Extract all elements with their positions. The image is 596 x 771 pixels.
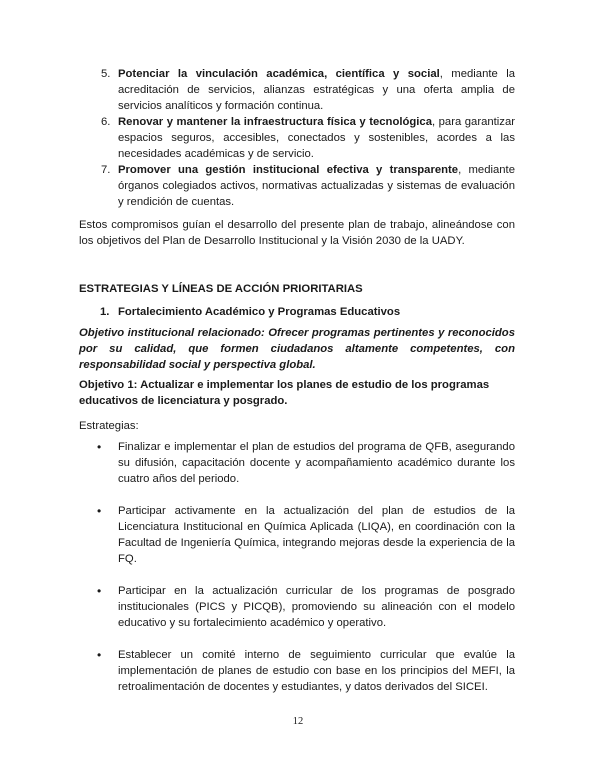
- list-number: 6.: [101, 116, 111, 128]
- item-text: , mediante órganos colegiados activos, normativas actualizadas y sistemas de evaluación y rendición de cuentas.: [118, 164, 515, 208]
- subsection-title: Fortalecimiento Académico y Programas Educativos: [118, 306, 401, 318]
- list-number: 7.: [101, 164, 111, 176]
- bullet-text: Finalizar e implementar el plan de estudios del programa de QFB, asegurando su difusión, capacitación docente y acompañamiento académico durante los cuatro años del periodo.: [118, 441, 515, 485]
- subsection-number: 1.: [100, 306, 110, 318]
- bullet-icon: •: [97, 648, 102, 662]
- list-item: [97, 647, 515, 695]
- list-item: [79, 114, 515, 162]
- item-bold-text: Potenciar la vinculación académica, científica y social: [118, 68, 440, 80]
- section-heading: ESTRATEGIAS Y LÍNEAS DE ACCIÓN PRIORITARIAS: [79, 283, 363, 295]
- strategies-label: Estrategias:: [79, 420, 139, 432]
- list-item: [79, 162, 515, 210]
- item-text: , mediante la acreditación de servicios, alianzas estratégicas y una oferta amplia de servicios analíticos y formación continua.: [118, 68, 515, 112]
- strategies-list: [97, 439, 515, 711]
- subsection-heading: [100, 304, 520, 320]
- bullet-text: Establecer un comité interno de seguimiento curricular que evalúe la implementación de planes de estudio con base en los principios del MEFI, la retroalimentación de docentes y estudiantes, y datos derivados del SICEI.: [118, 649, 515, 693]
- objective-heading: Objetivo 1: Actualizar e implementar los planes de estudio de los programas educativos de licenciatura y posgrado.: [79, 379, 490, 407]
- list-item: [97, 439, 515, 487]
- item-text: , para garantizar espacios seguros, accesibles, conectados y sostenibles, acordes a las necesidades académicas y de servicio.: [118, 116, 516, 160]
- numbered-list: [79, 66, 515, 210]
- list-number: 5.: [101, 68, 111, 80]
- body-paragraph: Estos compromisos guían el desarrollo del presente plan de trabajo, alineándose con los objetivos del Plan de Desarrollo Institucional y la Visión 2030 de la UADY.: [79, 219, 515, 247]
- list-item: [79, 66, 515, 114]
- bullet-text: Participar en la actualización curricular de los programas de posgrado institucionales (PICS y PICQB), promoviendo su alineación con el modelo educativo y su fortalecimiento académico y operativo.: [118, 585, 515, 629]
- bullet-icon: •: [97, 504, 102, 518]
- item-bold-text: Renovar y mantener la infraestructura física y tecnológica: [118, 116, 432, 128]
- page-number: 12: [292, 716, 304, 727]
- bullet-icon: •: [97, 440, 102, 454]
- list-item: [97, 503, 515, 567]
- item-bold-text: Promover una gestión institucional efectiva y transparente: [118, 164, 459, 176]
- bullet-text: Participar activamente en la actualización del plan de estudios de la Licenciatura Institucional en Química Aplicada (LIQA), en coordinación con la Facultad de Ingeniería Química, integrando mejoras desde la experiencia de la FQ.: [118, 505, 515, 565]
- institutional-objective: Objetivo institucional relacionado: Ofrecer programas pertinentes y reconocidos por su calidad, que formen ciudadanos altamente competentes, con responsabilidad social y perspectiva global.: [79, 327, 515, 371]
- bullet-icon: •: [97, 584, 102, 598]
- list-item: [97, 583, 515, 631]
